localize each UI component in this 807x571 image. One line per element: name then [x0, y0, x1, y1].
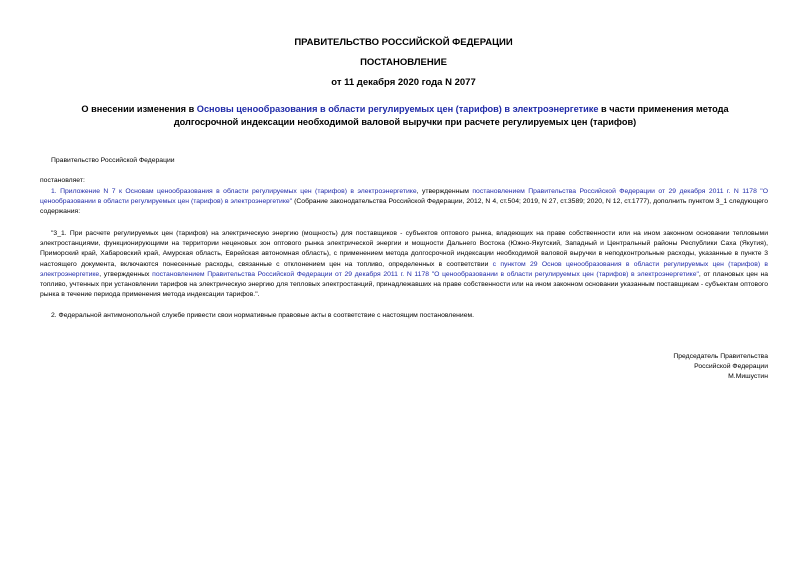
resolves-text: постановляет:	[40, 177, 85, 184]
signature-block	[568, 352, 768, 383]
intro-text: Правительство Российской Федерации	[51, 157, 175, 164]
document-title	[60, 103, 750, 128]
item-2: 2. Федеральной антимонопольной службе привести свои нормативные правовые акты в соответствие с настоящим постановлением.	[51, 312, 475, 319]
item-1-text: , утвержденным	[416, 188, 473, 195]
item-1	[40, 187, 768, 218]
title-prefix: О внесении изменения в	[81, 104, 197, 114]
title-link[interactable]: Основы ценообразования в области регулируемых цен (тарифов) в электроэнергетике	[196, 104, 599, 114]
date-number: от 11 декабря 2020 года N 2077	[331, 77, 476, 88]
doc-type-heading: ПОСТАНОВЛЕНИЕ	[360, 57, 447, 68]
signature-line-1: Председатель Правительства	[673, 353, 768, 360]
title-suffix: в части применения метода долгосрочной индексации необходимой валовой выручки при расчете регулируемых цен (тарифов)	[173, 104, 729, 127]
clause-29-link[interactable]: с пунктом 29 Основ ценообразования в области регулируемых цен (тарифов) в электроэнергетике	[40, 260, 768, 278]
quote-text-2: , утвержденных	[99, 270, 153, 278]
signature-line-2: Российской Федерации	[694, 363, 768, 371]
signature-name: М.Мишустин	[728, 373, 768, 381]
quoted-clause	[40, 229, 768, 300]
quote-text-1: "3_1. При расчете регулируемых цен (тарифов) на электрическую энергию (мощность) для поставщиков - субъектов оптового рынка, владеющих на праве собственности или на ином законном основании тепловыми электростанциями, функционирующими на территории неценовых зон оптового рынка электрической энергии и мощности Дальнего Востока (Южно-Якутский, Западный и Центральный районы Республики Саха (Якутия), Приморский край, Хабаровский край, Амурская область, Еврейская автономная область), с применением метода долгосрочной индексации необходимой валовой выручки в неподконтрольные расходы, указанные в пункте 3 настоящего документа, включаются понесенные расходы, связанные с отклонением цен на топливо, определенных в соответствии	[40, 230, 768, 268]
appendix-link[interactable]: 1. Приложение N 7 к Основам ценообразования в области регулируемых цен (тарифов) в электроэнергетике	[51, 188, 417, 195]
org-heading: ПРАВИТЕЛЬСТВО РОССИЙСКОЙ ФЕДЕРАЦИИ	[294, 37, 513, 48]
item-1-tail: (Собрание законодательства Российской Федерации, 2012, N 4, ст.504; 2019, N 27, ст.3589; 2020, N 12, ст.1777), дополнить пунктом 3_1 следующего содержания:	[40, 198, 768, 216]
quote-text-3: , от плановых цен на топливо, учтенных при установлении тарифов на электрическую энергию для тепловых электростанций, принадлежавших на праве собственности или на ином законном основании указанным поставщикам - субъектам оптового рынка в течение периода применения метода индексации тарифов.".	[40, 270, 768, 299]
decree-link[interactable]: постановлением Правительства Российской Федерации от 29 декабря 2011 г. N 1178 "О ценообразовании в области регулируемых цен (тарифов) в электроэнергетике"	[40, 188, 768, 206]
quote-decree-link[interactable]: постановлением Правительства Российской Федерации от 29 декабря 2011 г. N 1178 "О ценообразовании в области регулируемых цен (тарифов) в электроэнергетике"	[152, 270, 699, 278]
